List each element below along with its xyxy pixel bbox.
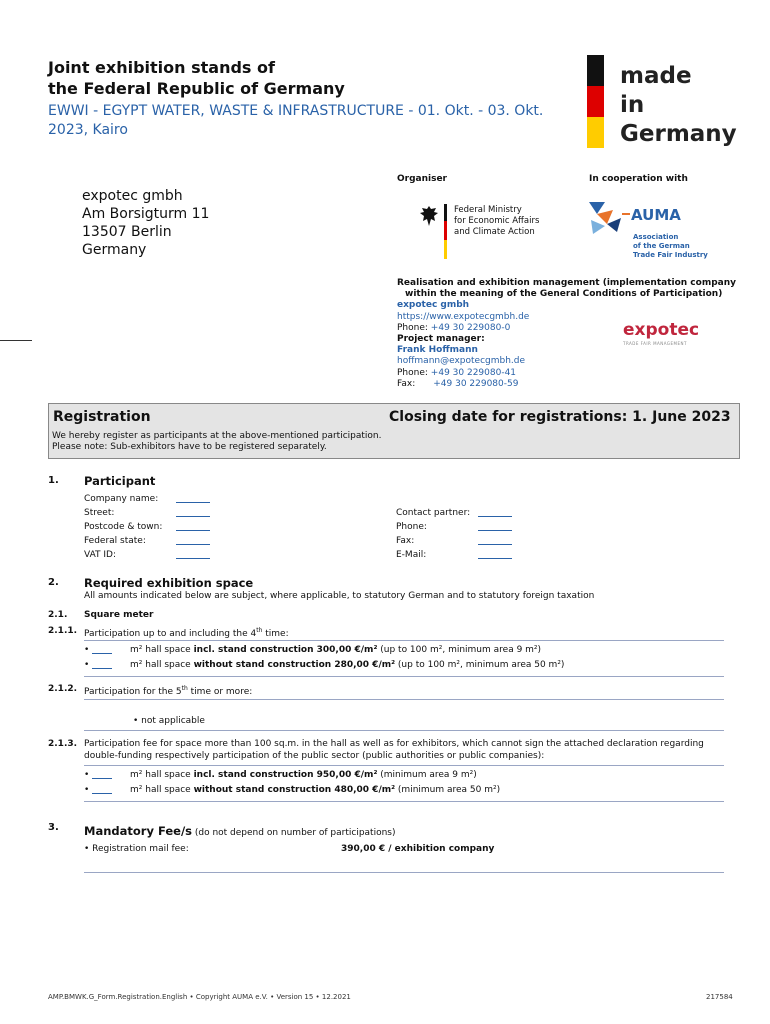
field-label: Phone:	[396, 522, 427, 532]
flag-gold-bar-icon	[587, 117, 604, 148]
fax-field[interactable]	[478, 536, 512, 545]
fee-label: • Registration mail fee:	[84, 844, 189, 854]
pm-fax: +49 30 229080-59	[433, 378, 519, 389]
email-field[interactable]	[478, 550, 512, 559]
address-block: expotec gmbh Am Borsigturm 11 13507 Berlin Germany	[82, 188, 210, 258]
registration-title: Registration	[53, 409, 151, 425]
contact-partner-field[interactable]	[478, 508, 512, 517]
phone-link[interactable]: +49 30 229080-0	[430, 322, 511, 333]
field-label: Company name:	[84, 494, 159, 504]
expotec-tagline: TRADE FAIR MANAGEMENT	[623, 341, 687, 346]
section-2-title: Required exhibition space	[84, 576, 254, 590]
divider	[84, 640, 724, 641]
divider	[84, 699, 724, 700]
fold-mark	[0, 340, 32, 341]
fee-value: 390,00 € / exhibition company	[341, 844, 495, 854]
page-title	[48, 57, 345, 99]
section-1-number: 1.	[48, 475, 59, 486]
price-option-row: m² hall space without stand construction 480,00 €/m² (minimum area 50 m²)	[130, 785, 501, 795]
section-1-title: Participant	[84, 474, 156, 488]
organiser-label: Organiser	[397, 174, 447, 184]
event-subtitle	[48, 102, 568, 140]
price-option-row: m² hall space incl. stand construction 950,00 €/m² (minimum area 9 m²)	[130, 770, 477, 780]
footer-id: 217584	[706, 993, 733, 1001]
title-line-2: the Federal Republic of Germany	[48, 79, 345, 98]
section-2-number: 2.	[48, 577, 59, 588]
title-line-1: Joint exhibition stands of	[48, 58, 275, 77]
section-3-number: 3.	[48, 822, 59, 833]
phone-field[interactable]	[478, 522, 512, 531]
price-option-row: m² hall space incl. stand construction 300,00 €/m² (up to 100 m², minimum area 9 m²)	[130, 645, 542, 655]
flag-stripe-red-icon	[444, 221, 447, 240]
section-2-1-3-number: 2.1.3.	[48, 739, 78, 749]
expotec-logo: expotec	[623, 320, 700, 340]
section-2-1-1-text: Participation up to and including the 4th time:	[84, 627, 289, 639]
bullet: •	[84, 770, 90, 780]
taxation-note: All amounts indicated below are subject, where applicable, to statutory German and to statutory foreign taxation	[84, 591, 595, 601]
footer-copyright: AMP.BMWK.G_Form.Registration.English • Copyright AUMA e.V. • Version 15 • 12.2021	[48, 993, 351, 1001]
auma-underscore-icon	[622, 213, 630, 215]
pm-phone-link[interactable]: +49 30 229080-41	[430, 367, 517, 378]
cooperation-label: In cooperation with	[589, 174, 688, 184]
closing-date: Closing date for registrations: 1. June 2023	[389, 409, 731, 425]
section-2-1-1-number: 2.1.1.	[48, 626, 78, 636]
made-in-germany-logo: made in Germany	[620, 63, 737, 147]
price-option-row: m² hall space without stand construction 280,00 €/m² (up to 100 m², minimum area 50 m²)	[130, 660, 565, 670]
email-link[interactable]: hoffmann@expotecgmbh.de	[397, 356, 526, 367]
field-label: E-Mail:	[396, 550, 427, 560]
flag-stripe-black-icon	[444, 204, 447, 221]
vat-id-field[interactable]	[176, 550, 210, 559]
ministry-logo-text: Federal Ministry for Economic Affairs and Climate Action	[454, 205, 540, 237]
divider	[84, 801, 724, 802]
sqm-large-incl-construction-input[interactable]	[92, 770, 112, 779]
bullet: •	[84, 660, 90, 670]
divider	[84, 765, 724, 766]
flag-black-bar-icon	[587, 55, 604, 86]
postcode-field[interactable]	[176, 522, 210, 531]
registration-note: We hereby register as participants at the above-mentioned participation. Please note: Sub-exhibitors have to be registered separately.	[52, 431, 382, 452]
divider	[84, 872, 724, 873]
section-3-title: Mandatory Fee/s	[84, 824, 192, 838]
bullet: •	[84, 645, 90, 655]
management-info: Realisation and exhibition management (implementation company within the meaning of the General Conditions of Participation) expotec gmbh https://www.expotecgmbh.de Phone: +49 30 229080-0 Project manager: Frank Hoffmann hoffmann@expotecgmbh.de Phone: +49 30 229080-41 Fax: +49 30 229080-59	[397, 278, 736, 389]
bullet: •	[84, 785, 90, 795]
section-2-1-number: 2.1.	[48, 610, 68, 620]
auma-logo-icon	[587, 200, 627, 236]
street-field[interactable]	[176, 508, 210, 517]
section-2-1-title: Square meter	[84, 610, 154, 620]
federal-state-field[interactable]	[176, 536, 210, 545]
subtitle-line-2: 2023, Kairo	[48, 122, 128, 138]
company-name-field[interactable]	[176, 494, 210, 503]
sqm-large-without-construction-input[interactable]	[92, 785, 112, 794]
sqm-without-construction-input[interactable]	[92, 660, 112, 669]
field-label: Postcode & town:	[84, 522, 163, 532]
not-applicable-note: • not applicable	[133, 716, 205, 726]
section-2-1-2-text: Participation for the 5th time or more:	[84, 685, 253, 697]
website-link[interactable]: https://www.expotecgmbh.de	[397, 311, 530, 322]
field-label: Fax:	[396, 536, 415, 546]
divider	[84, 676, 724, 677]
field-label: Contact partner:	[396, 508, 471, 518]
section-3-heading: Mandatory Fee/s (do not depend on number of participations)	[84, 824, 396, 838]
field-label: VAT ID:	[84, 550, 117, 560]
field-label: Federal state:	[84, 536, 146, 546]
federal-eagle-icon	[418, 204, 440, 228]
section-2-1-3-text: Participation fee for space more than 100 sq.m. in the hall as well as for exhibitors, which cannot sign the attached declaration regarding double-funding respectively participation of the public sector (public authorities or public companies):	[84, 739, 704, 761]
flag-red-bar-icon	[587, 86, 604, 117]
flag-stripe-gold-icon	[444, 240, 447, 259]
section-2-1-2-number: 2.1.2.	[48, 684, 78, 694]
divider	[84, 730, 724, 731]
auma-logo-text: AUMA	[631, 206, 681, 224]
sqm-incl-construction-input[interactable]	[92, 645, 112, 654]
field-label: Street:	[84, 508, 115, 518]
auma-tagline: Association of the German Trade Fair Industry	[633, 233, 708, 259]
subtitle-line-1: EWWI - EGYPT WATER, WASTE & INFRASTRUCTURE - 01. Okt. - 03. Okt.	[48, 103, 544, 119]
